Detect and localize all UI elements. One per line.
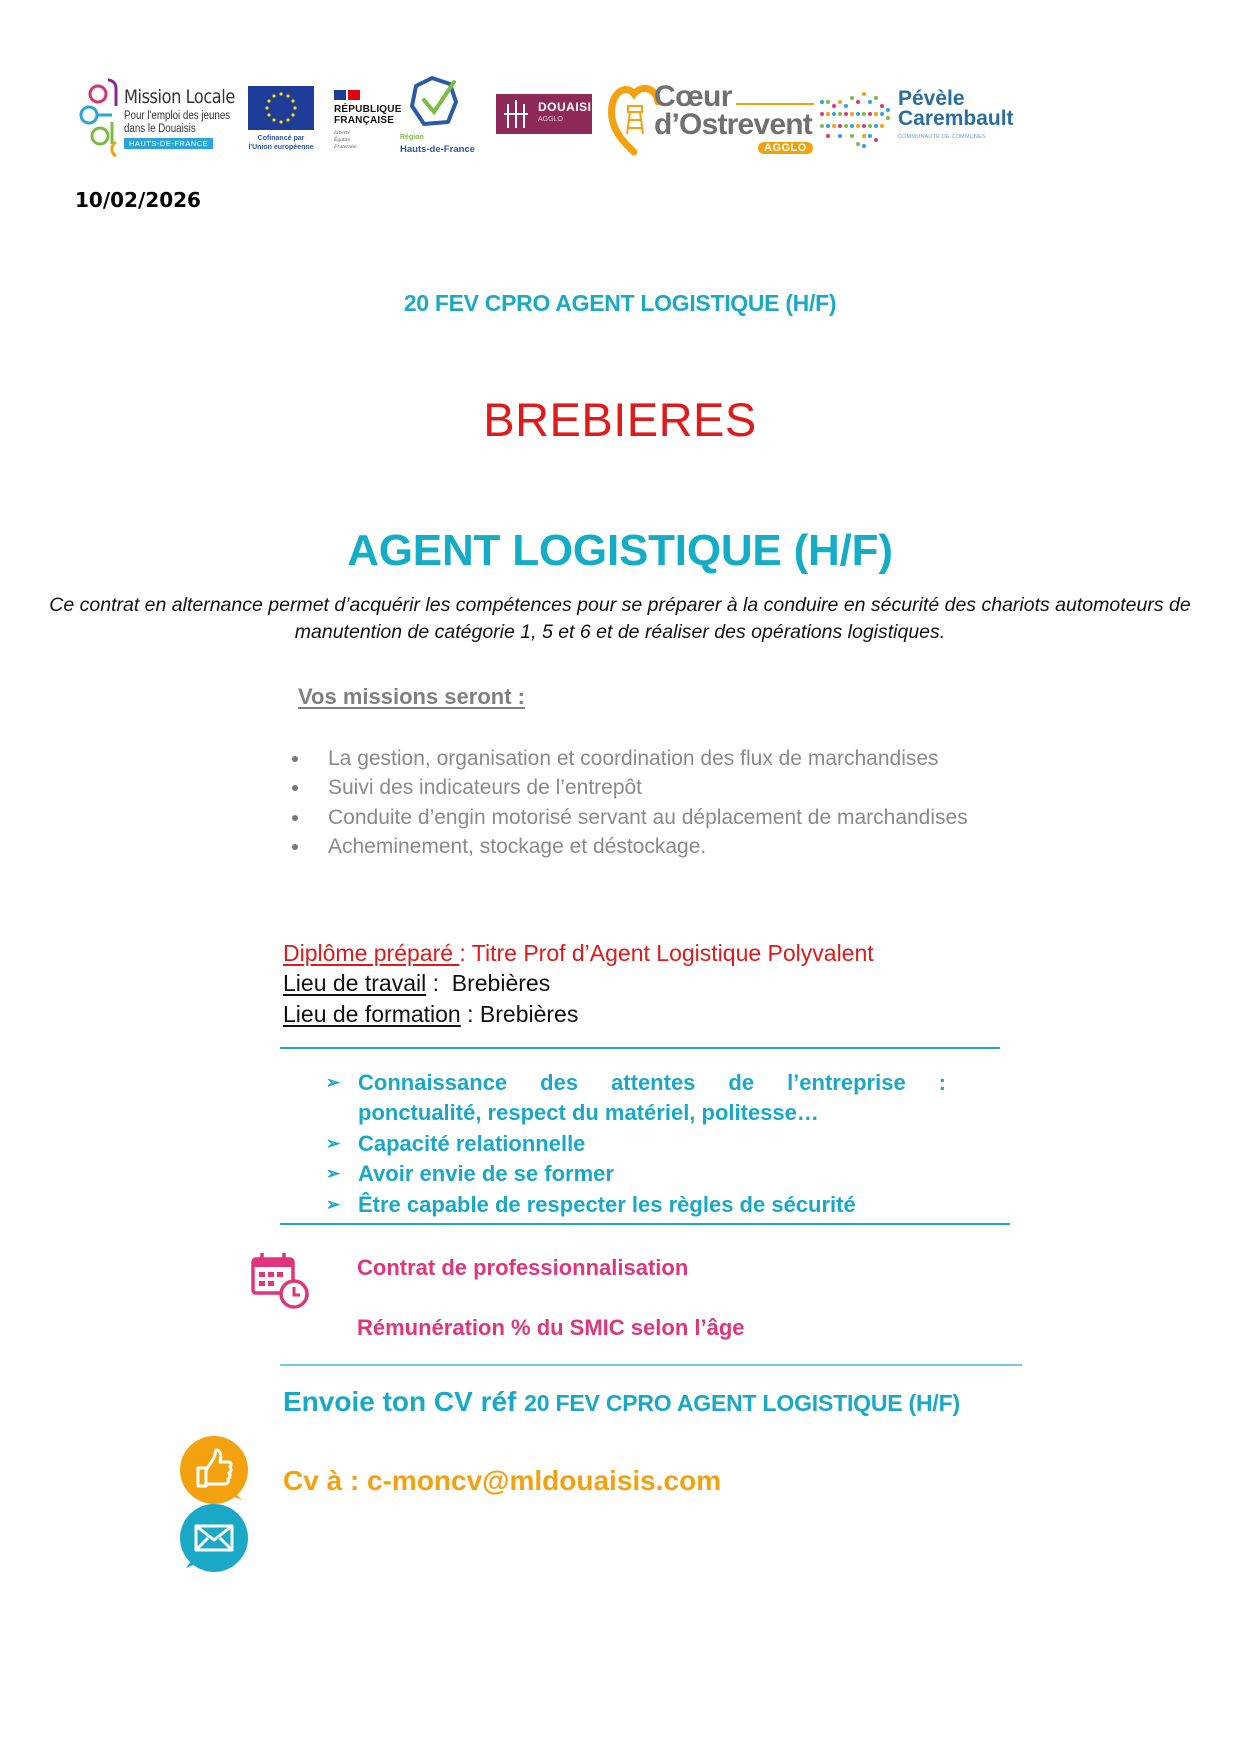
divider-bottom: [280, 1364, 1022, 1366]
thumbs-up-icon: [180, 1436, 248, 1504]
coeur-line-2: d’Ostrevent: [654, 108, 812, 141]
motto-liberte: Liberté: [334, 130, 350, 136]
missions-heading: Vos missions seront :: [298, 684, 525, 709]
arrow-bullet-icon: ➢: [326, 1133, 341, 1153]
skill-item-4: Être capable de respecter les règles de sécurité: [358, 1191, 856, 1217]
republique-line-1: RÉPUBLIQUE: [334, 104, 402, 115]
mission-locale-badge: HAUTS-DE-FRANCE: [124, 138, 213, 149]
training-location-line: [283, 1001, 578, 1028]
apply-reference: 20 FEV CPRO AGENT LOGISTIQUE (H/F): [524, 1390, 960, 1416]
skill-item: [326, 1190, 946, 1220]
douaisis-belfry-icon: [500, 94, 534, 134]
divider-top: [280, 1047, 1000, 1049]
mission-locale-name: Mission Locale: [124, 86, 235, 108]
work-location-label: Lieu de travail: [283, 970, 427, 996]
work-location-value: : Brebières: [426, 970, 551, 996]
marianne-flag-icon: [334, 90, 364, 100]
region-name: Hauts-de-France: [400, 144, 475, 155]
missions-list: [290, 744, 968, 861]
coeur-agglo-badge: AGGLO: [758, 142, 813, 154]
reference-header: 20 FEV CPRO AGENT LOGISTIQUE (H/F): [403, 290, 837, 316]
pevele-line-2: Carembault: [898, 107, 1014, 130]
pevele-line-3: COMMUNAUTÉ DE COMMUNES: [898, 134, 986, 140]
mission-locale-tagline-2: dans le Douaisis: [124, 123, 196, 135]
eu-logo: [238, 72, 324, 164]
motto-fraternite: Fraternité: [334, 144, 357, 150]
eu-caption-2: l'Union européenne: [248, 144, 314, 151]
motto-egalite: Égalité: [334, 137, 350, 143]
coeur-underline: [736, 103, 814, 105]
apply-prefix: Envoie ton CV réf: [283, 1386, 525, 1417]
document-date: 10/02/2026: [75, 188, 201, 212]
republique-motto: [334, 130, 357, 151]
training-location-label: Lieu de formation: [283, 1001, 461, 1027]
eu-caption-1: Cofinancé par: [257, 135, 305, 142]
arrow-bullet-icon: ➢: [326, 1164, 341, 1184]
skill-item: [326, 1159, 946, 1189]
mission-locale-emblem-icon: [78, 72, 124, 164]
contract-salary: Rémunération % du SMIC selon l’âge: [357, 1315, 745, 1340]
mission-item: Suivi des indicateurs de l’entrepôt: [290, 773, 968, 802]
region-map-heart-icon: [404, 72, 464, 132]
city-heading: BREBIERES: [483, 393, 757, 446]
eu-caption: [238, 134, 324, 152]
job-title: AGENT LOGISTIQUE (H/F): [347, 526, 893, 575]
republique-francaise-logo: [328, 72, 408, 164]
partner-logos: [78, 72, 1028, 164]
mission-item: Conduite d’engin motorisé servant au déplacement de marchandises: [290, 803, 968, 832]
coeur-ostrevent-logo: [608, 72, 812, 164]
mission-locale-tagline-1: Pour l'emploi des jeunes: [124, 110, 231, 122]
eu-flag-icon: [248, 86, 314, 130]
pevele-carembault-logo: [816, 72, 1026, 164]
arrow-bullet-icon: ➢: [326, 1194, 341, 1214]
training-location-value: : Brebières: [460, 1001, 579, 1027]
skill-item-1-line-1: Connaissance des attentes de l’entreprise :: [358, 1070, 946, 1095]
skills-list: [326, 1068, 946, 1220]
pevele-line-1: Pévèle: [898, 87, 965, 110]
region-label: Région: [400, 134, 424, 141]
job-description: Ce contrat en alternance permet d’acquérir les compétences pour se préparer à la conduire en sécurité des chariots automoteurs de manutention de catégorie 1, 5 et 6 et de réaliser des opérations logistiques.: [49, 594, 1191, 643]
diploma-line: [283, 940, 874, 967]
mission-locale-tagline: [124, 110, 230, 136]
douaisis-name: DOUAISIS: [538, 100, 601, 114]
apply-reference-line: [283, 1386, 960, 1418]
douaisis-sub: AGGLO: [538, 116, 563, 123]
contract-type: Contrat de professionnalisation: [357, 1255, 689, 1280]
arrow-bullet-icon: ➢: [326, 1073, 341, 1092]
dotted-map-icon: [816, 72, 894, 164]
mission-item: La gestion, organisation et coordination des flux de marchandises: [290, 744, 968, 773]
heart-headframe-icon: [608, 72, 660, 164]
douaisis-agglo-logo: [496, 72, 601, 164]
republique-title: [334, 104, 402, 126]
envelope-icon[interactable]: [180, 1504, 248, 1572]
skill-item: [326, 1068, 946, 1129]
coeur-line-1: Cœur: [654, 80, 732, 113]
skill-item: [326, 1129, 946, 1159]
divider-middle: [280, 1223, 1010, 1225]
work-location-line: [283, 970, 550, 997]
cv-email-line[interactable]: Cv à : c-moncv@mldouaisis.com: [283, 1465, 722, 1496]
mission-item: Acheminement, stockage et déstockage.: [290, 832, 968, 861]
republique-line-2: FRANÇAISE: [334, 115, 395, 126]
skill-item-2: Capacité relationnelle: [358, 1130, 586, 1156]
skill-item-1-line-2: ponctualité, respect du matériel, politesse…: [358, 1100, 819, 1126]
region-hauts-de-france-logo: [400, 72, 480, 164]
calendar-clock-icon: [250, 1250, 312, 1312]
diploma-value: : Titre Prof d’Agent Logistique Polyvalent: [459, 940, 874, 966]
diploma-label: Diplôme préparé: [283, 940, 460, 966]
mission-locale-logo: [78, 72, 235, 164]
skill-item-3: Avoir envie de se former: [358, 1161, 614, 1187]
